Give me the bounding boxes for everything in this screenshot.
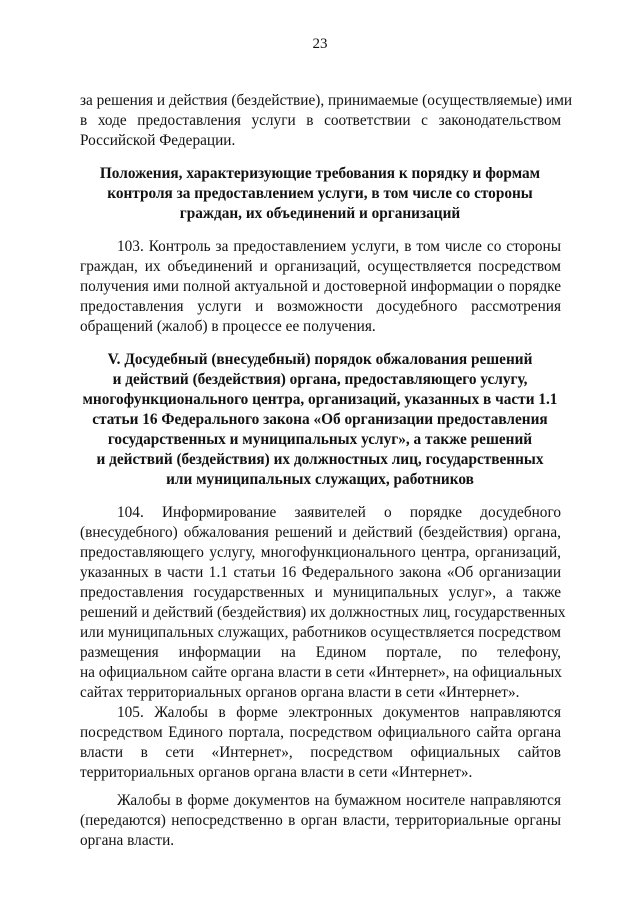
- section-heading-line: граждан, их объединений и организаций: [179, 205, 461, 222]
- text-line: граждан, их объединений и организаций, осуществляется посредством: [80, 258, 561, 275]
- text-line: за решения и действия (бездействие), принимаемые (осуществляемые) ими: [80, 92, 573, 109]
- text-line: указанных в части 1.1 статьи 16 Федерального закона «Об организации: [80, 564, 561, 581]
- section-heading-line: и действий (бездействия) их должностных лиц, государственных: [96, 451, 544, 468]
- text-line: Российской Федерации.: [80, 132, 236, 149]
- text-line: получения ими полной актуальной и достоверной информации о порядке: [80, 278, 561, 295]
- section-heading-line: статьи 16 Федерального закона «Об организации предоставления: [92, 411, 548, 428]
- text-line: сайтах территориальных органов органа власти в сети «Интернет».: [80, 684, 520, 701]
- text-line: (внесудебного) обжалования решений и действий (бездействия) органа,: [80, 524, 561, 541]
- text-line: 103. Контроль за предоставлением услуги, в том числе со стороны: [117, 238, 561, 255]
- text-line: обращений (жалоб) в процессе ее получения.: [80, 318, 376, 335]
- section-heading-line: или муниципальных служащих, работников: [166, 471, 474, 488]
- page-number: 23: [312, 36, 328, 52]
- text-line: власти в сети «Интернет», посредством официальных сайтов: [80, 744, 561, 761]
- text-line: органа власти.: [80, 832, 175, 849]
- section-heading-line: Положения, характеризующие требования к порядку и формам: [99, 165, 541, 182]
- text-line: размещения информации на Едином портале, по телефону,: [80, 644, 561, 661]
- text-line: решений и действий (бездействия) их должностных лиц, государственных: [80, 604, 566, 621]
- text-line: в ходе предоставления услуги в соответствии с законодательством: [80, 112, 561, 129]
- section-heading-line: V. Досудебный (внесудебный) порядок обжалования решений: [107, 351, 533, 368]
- text-line: 104. Информирование заявителей о порядке досудебного: [117, 504, 561, 521]
- text-line: посредством Единого портала, посредством официального сайта органа: [80, 724, 561, 741]
- text-line: 105. Жалобы в форме электронных документов направляются: [117, 704, 561, 721]
- text-line: предоставления услуги и возможности досудебного рассмотрения: [80, 298, 561, 315]
- text-line: предоставляющего услугу, многофункционального центра, организаций,: [80, 544, 561, 561]
- section-heading-line: государственных и муниципальных услуг», а также решений: [107, 431, 533, 448]
- text-line: территориальных органов органа власти в сети «Интернет».: [80, 764, 473, 781]
- text-line: (передаются) непосредственно в орган власти, территориальные органы: [80, 812, 561, 829]
- text-line: предоставления государственных и муниципальных услуг», а также: [80, 584, 561, 601]
- section-heading-line: контроля за предоставлением услуги, в том числе со стороны: [107, 185, 533, 202]
- section-heading-line: многофункционального центра, организаций, указанных в части 1.1: [82, 391, 558, 408]
- text-line: Жалобы в форме документов на бумажном носителе направляются: [117, 792, 561, 809]
- text-line: или муниципальных служащих, работников осуществляется посредством: [80, 624, 561, 641]
- section-heading-line: и действий (бездействия) органа, предоставляющего услугу,: [112, 371, 528, 388]
- text-line: на официальном сайте органа власти в сети «Интернет», на официальных: [80, 664, 562, 681]
